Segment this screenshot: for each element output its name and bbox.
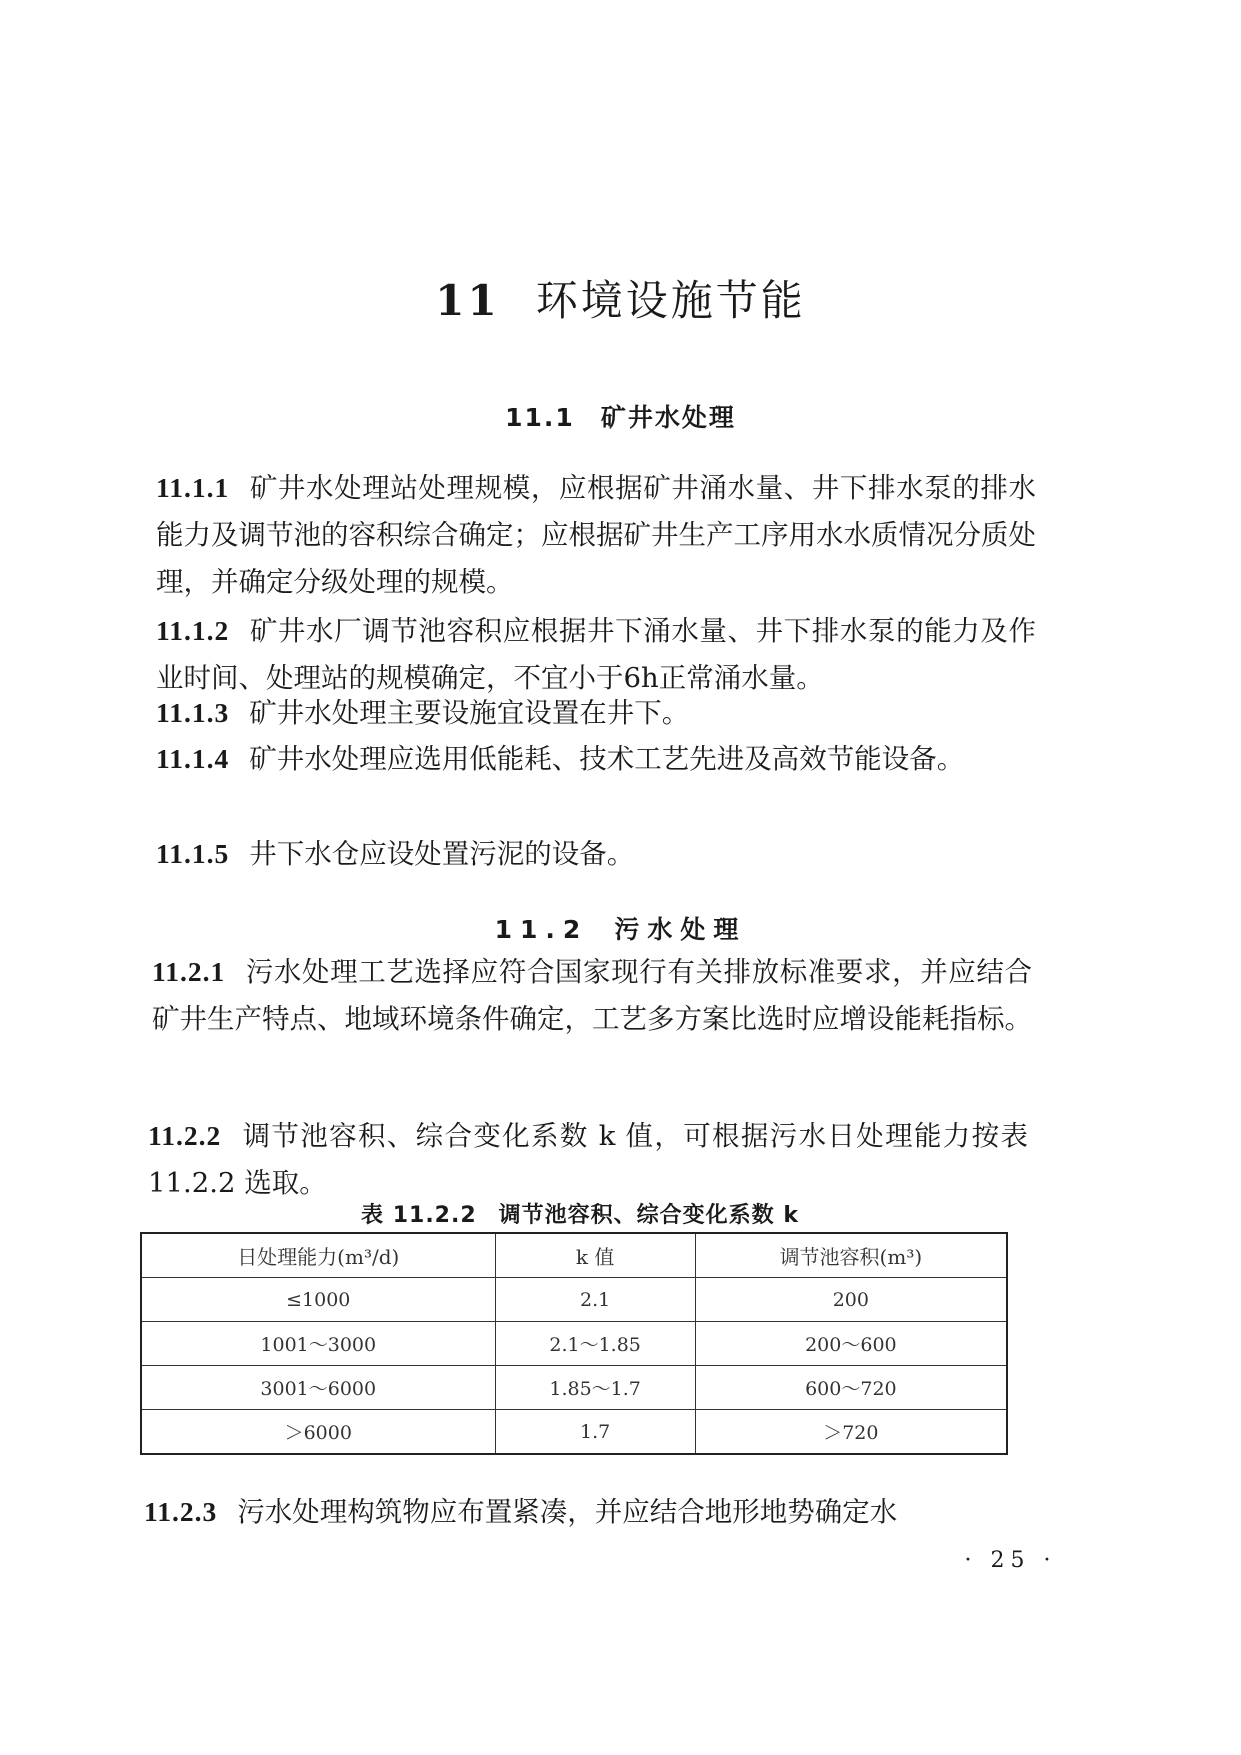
clause xyxy=(152,948,1032,1043)
chapter-title-text: 环境设施节能 xyxy=(535,276,806,325)
table-number: 表 11.2.2 xyxy=(361,1203,477,1228)
section-title xyxy=(0,910,1241,946)
clause-number: 11.1.3 xyxy=(156,697,230,728)
table-cell: 1.85～1.7 xyxy=(495,1366,695,1410)
table-cell: ＞6000 xyxy=(141,1410,495,1455)
page-number: · 25 · xyxy=(964,1548,1057,1573)
clause-text: 矿井水处理应选用低能耗、技术工艺先进及高效节能设备。 xyxy=(249,743,965,775)
table-header-cell: 日处理能力(m³/d) xyxy=(141,1233,495,1278)
clause-number: 11.1.1 xyxy=(156,472,230,503)
clause xyxy=(156,689,1036,737)
table-row xyxy=(141,1322,1007,1366)
table-cell: ＞720 xyxy=(695,1410,1007,1455)
table-cell: 1.7 xyxy=(495,1410,695,1455)
chapter-title xyxy=(0,268,1241,328)
clause xyxy=(156,830,1036,878)
clause-number: 11.2.2 xyxy=(148,1120,222,1151)
clause xyxy=(148,1112,1028,1207)
table-cell: ≤1000 xyxy=(141,1278,495,1322)
clause-number: 11.1.4 xyxy=(156,743,230,774)
table-header-cell: 调节池容积(m³) xyxy=(695,1233,1007,1278)
chapter-number: 11 xyxy=(435,276,500,325)
table-row xyxy=(141,1366,1007,1410)
clause xyxy=(144,1488,1024,1536)
clause-text: 矿井水处理站处理规模，应根据矿井涌水量、井下排水泵的排水能力及调节池的容积综合确定；应根据矿井生产工序用水水质情况分质处理，并确定分级处理的规模。 xyxy=(156,472,1036,598)
table-cell: 1001～3000 xyxy=(141,1322,495,1366)
section-title-text: 矿井水处理 xyxy=(600,403,736,432)
table-caption xyxy=(140,1198,1020,1229)
clause-number: 11.2.3 xyxy=(144,1496,218,1527)
table-cell: 3001～6000 xyxy=(141,1366,495,1410)
table-cell: 200～600 xyxy=(695,1322,1007,1366)
table-row xyxy=(141,1410,1007,1455)
table-cell: 600～720 xyxy=(695,1366,1007,1410)
section-title-text: 污水处理 xyxy=(614,915,747,944)
section-number: 11.1 xyxy=(505,403,575,432)
table-caption-text: 调节池容积、综合变化系数 k xyxy=(498,1203,799,1228)
table-header-row xyxy=(141,1233,1007,1278)
table-row xyxy=(141,1278,1007,1322)
table-cell: 2.1～1.85 xyxy=(495,1322,695,1366)
clause-number: 11.1.2 xyxy=(156,615,230,646)
clause-text: 矿井水厂调节池容积应根据井下涌水量、井下排水泵的能力及作业时间、处理站的规模确定，不宜小于6h正常涌水量。 xyxy=(156,615,1036,694)
clause-text: 矿井水处理主要设施宜设置在井下。 xyxy=(249,697,690,729)
clause xyxy=(156,735,1036,783)
section-title xyxy=(0,398,1241,434)
data-table xyxy=(140,1232,1008,1455)
clause-number: 11.2.1 xyxy=(152,956,226,987)
clause-text: 污水处理构筑物应布置紧凑，并应结合地形地势确定水 xyxy=(237,1496,898,1528)
clause-text: 调节池容积、综合变化系数 k 值，可根据污水日处理能力按表 11.2.2 选取。 xyxy=(148,1120,1028,1199)
clause-text: 井下水仓应设处置污泥的设备。 xyxy=(249,838,635,870)
clause-text: 污水处理工艺选择应符合国家现行有关排放标准要求，并应结合矿井生产特点、地域环境条件确定，工艺多方案比选时应增设能耗指标。 xyxy=(152,956,1032,1035)
table-header-cell: k 值 xyxy=(495,1233,695,1278)
section-number: 11.2 xyxy=(494,915,589,944)
clause xyxy=(156,607,1036,702)
clause-number: 11.1.5 xyxy=(156,838,230,869)
clause xyxy=(156,464,1036,606)
table-cell: 200 xyxy=(695,1278,1007,1322)
table-cell: 2.1 xyxy=(495,1278,695,1322)
